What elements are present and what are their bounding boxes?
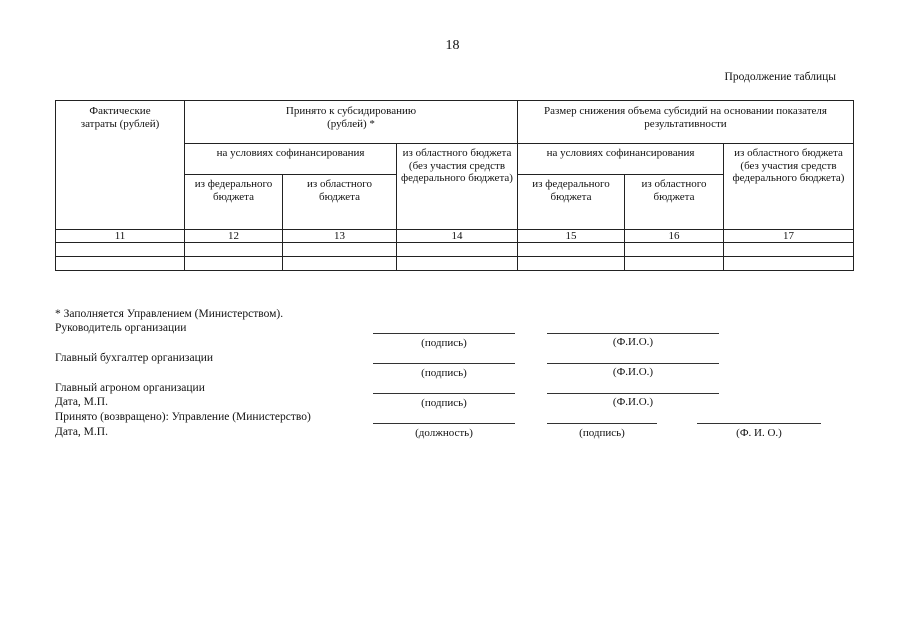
column-number: 14 [397,230,518,243]
label-date-stamp: Дата, М.П. [55,426,108,438]
table-cell[interactable] [185,243,283,257]
table-cell[interactable] [518,243,625,257]
header-regional-only-reduction: из областного бюджета (без участия средств федерального бюджета) [724,144,854,230]
fio-line[interactable] [697,423,821,424]
column-number: 13 [283,230,397,243]
table-cell[interactable] [397,243,518,257]
table-cell[interactable] [56,243,185,257]
header-federal-reduction: из федерального бюджета [518,175,625,230]
header-accepted-for-subsidy: Принято к субсидированию (рублей) * [185,101,518,144]
table-row [56,243,854,257]
position-line[interactable] [373,423,515,424]
footnote: * Заполняется Управлением (Министерством). [55,308,284,320]
caption-fio: (Ф.И.О.) [612,396,654,408]
label-chief-agronomist: Главный агроном организации [55,382,205,394]
label-chief-accountant: Главный бухгалтер организации [55,352,214,364]
signature-line[interactable] [373,393,515,394]
table-cell[interactable] [397,257,518,271]
signature-line[interactable] [373,363,515,364]
table-cell[interactable] [56,257,185,271]
caption-position: (должность) [415,427,473,439]
signature-line[interactable] [373,333,515,334]
table-cell[interactable] [518,257,625,271]
label-accepted-returned: Принято (возвращено): Управление (Министерство) [55,411,311,423]
table-cell[interactable] [283,243,397,257]
table-cell[interactable] [724,257,854,271]
page-number: 18 [445,38,460,53]
header-cofinancing-accepted: на условиях софинансирования [185,144,397,175]
fio-line[interactable] [547,393,719,394]
caption-fio: (Ф. И. О.) [736,427,782,439]
table-cell[interactable] [283,257,397,271]
column-number: 12 [185,230,283,243]
label-head-of-organization: Руководитель организации [55,322,187,334]
column-number: 17 [724,230,854,243]
label-date-stamp: Дата, М.П. [55,396,108,408]
column-number: 16 [625,230,724,243]
fio-line[interactable] [547,363,719,364]
subsidy-table [55,100,854,271]
table-cell[interactable] [724,243,854,257]
column-number: 11 [56,230,185,243]
table-cell[interactable] [185,257,283,271]
table-cell[interactable] [625,257,724,271]
header-regional-only-accepted: из областного бюджета (без участия средств федерального бюджета) [397,144,518,230]
caption-signature: (подпись) [579,427,625,439]
header-regional-reduction: из областного бюджета [625,175,724,230]
header-federal-accepted: из федерального бюджета [185,175,283,230]
caption-fio: (Ф.И.О.) [612,366,654,378]
column-number: 15 [518,230,625,243]
header-actual-costs: Фактические затраты (рублей) [56,101,185,230]
continuation-label: Продолжение таблицы [724,71,836,83]
signature-line[interactable] [547,423,657,424]
header-cofinancing-reduction: на условиях софинансирования [518,144,724,175]
caption-fio: (Ф.И.О.) [612,336,654,348]
caption-signature: (подпись) [421,367,467,379]
caption-signature: (подпись) [421,337,467,349]
fio-line[interactable] [547,333,719,334]
header-regional-accepted: из областного бюджета [283,175,397,230]
table-cell[interactable] [625,243,724,257]
caption-signature: (подпись) [421,397,467,409]
table-row [56,257,854,271]
header-subsidy-reduction: Размер снижения объема субсидий на основании показателя результативности [518,101,854,144]
